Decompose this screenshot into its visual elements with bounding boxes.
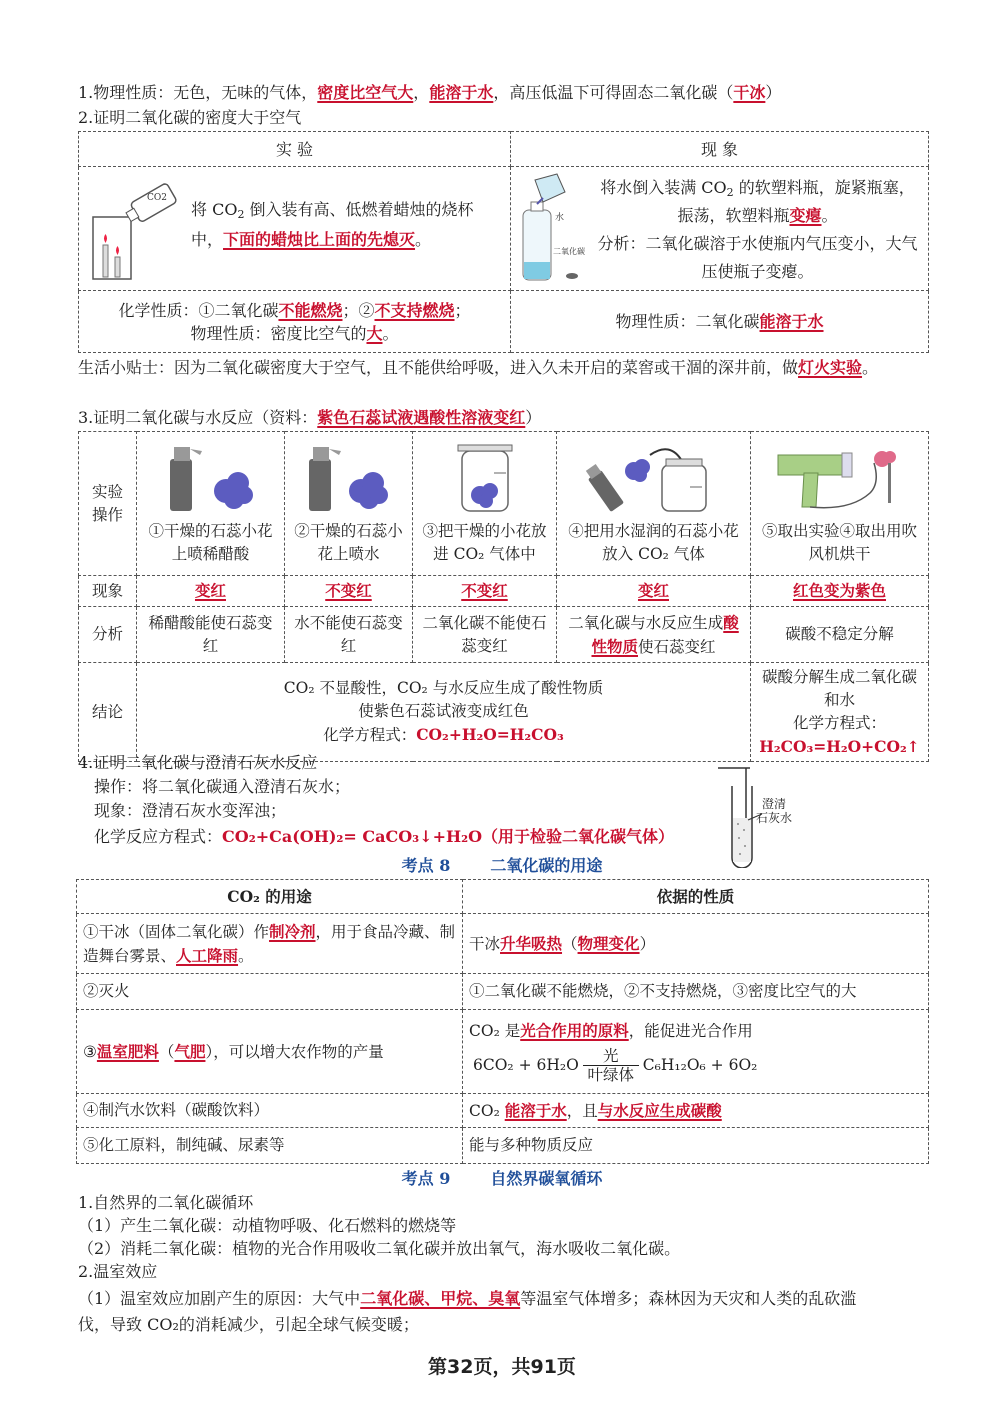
spray-bottle-water-icon [299,441,399,513]
s3-title-pre: 3.证明二氧化碳与水反应（资料： [78,408,318,427]
uses-table [76,879,929,1164]
k9-l5-end: 等温室气体增多；森林因为天灾和人类的乱砍滥 [520,1289,857,1308]
exp-end: 。 [415,229,432,249]
r3-red2: 气肥 [174,1041,206,1061]
k9-l1: 1.自然界的二氧化碳循环 [78,1193,254,1212]
conclusion-main [137,663,751,762]
analysis-3: 二氧化碳不能使石蕊变红 [413,607,557,663]
s4-eq: CO₂+Ca(OH)₂= CaCO₃↓+H₂O（用于检验二氧化碳气体） [222,827,675,846]
r1b-end: ） [639,934,656,953]
phys-end: 。 [382,323,399,343]
r4b-mid: ，且 [566,1101,598,1120]
density-prop2-cell [511,291,929,353]
phen-2: 不变红 [325,581,372,600]
phys-red: 大 [366,323,383,343]
k9-heading [0,1166,1004,1189]
conc-line3-pre: 化学方程式： [323,726,417,744]
phen-3: 不变红 [461,581,508,600]
density-col-phen: 现 象 [511,132,929,167]
density-col-exp: 实 验 [79,132,511,167]
soft-bottle-figure [517,172,589,284]
uses-r4b [463,1094,929,1128]
chem-red2: 不支持燃烧 [374,300,455,320]
conc-eq: CO₂+H₂O=H₂CO₃ [416,725,564,744]
r3-red1: 温室肥料 [96,1041,159,1061]
k9-title-b: 自然界碳氧循环 [490,1169,603,1188]
s4-op: 操作：将二氧化碳通入澄清石灰水； [94,777,351,796]
r1-pre: ①干冰（固体二氧化碳）作 [83,922,270,941]
tip-end: 。 [862,358,879,377]
conc2-eq: H₂CO₃=H₂O+CO₂↑ [759,737,920,756]
k8-title-b: 二氧化碳的用途 [490,856,603,875]
spray-bottle-icon [156,441,266,513]
density-prop-cell [79,291,511,353]
r4b-pre: CO₂ [469,1101,505,1120]
phen-red: 变瘪 [789,205,822,225]
k9-l3: （2）消耗二氧化碳：植物的光合作用吸收二氧化碳并放出氧气，海水吸收二氧化碳。 [78,1239,681,1258]
phen-5: 红色变为紫色 [792,581,886,600]
phen-a: 将水倒入装满 CO [600,177,727,197]
wet-flower-jar-icon [584,441,724,513]
s1-density: 密度比空气大 [317,83,414,102]
uses-r1b [463,914,929,974]
uses-r3a [77,1010,463,1094]
r1b-red2: 物理变化 [577,933,640,953]
row-label-analysis: 分析 [79,607,137,663]
chem-mid: ；② [342,300,375,320]
uses-r5b: 能与多种物质反应 [463,1128,929,1164]
s1-end: ） [765,83,782,102]
op-cell-2 [285,432,413,576]
density-phen-cell: 水 二氧化碳 将水倒入装满 $CO_2$ 的软塑料瓶，旋紧瓶塞，振荡，软塑料瓶变瘪。 分析：二氧化碳溶于水使瓶内气压变小，大气压使瓶子变瘪。 [511,167,929,291]
r3-end: ），可以增大农作物的产量 [205,1042,384,1061]
k9-l5-red: 二氧化碳、甲烷、臭氧 [360,1289,521,1308]
r1b-mid: （ [562,934,578,953]
density-table [78,131,929,353]
op-5: ⑤取出实验④取出用吹风机烘干 [761,522,917,563]
phys2-red: 能溶于水 [759,312,824,331]
op-cell-4 [557,432,751,576]
phen-b: 的软塑料瓶，旋紧瓶塞，振荡，软塑料瓶 [677,177,915,225]
conc2-line1: 碳酸分解生成二氧化碳和水 [761,668,917,709]
s4-phen: 现象：澄清石灰水变浑浊； [94,801,287,820]
s1-comma: ， [413,83,430,102]
k8-heading [0,853,1004,876]
r1-red1: 制冷剂 [269,921,316,941]
gas-jar-icon [440,441,530,513]
tip-line [78,357,878,379]
op-4: ④把用水湿润的石蕊小花放入 CO₂ 气体 [568,522,739,563]
op-3: ③把干燥的小花放进 CO₂ 气体中 [422,522,547,563]
r1b-pre: 干冰 [469,934,501,953]
conc-line1: CO₂ 不显酸性，CO₂ 与水反应生成了酸性物质 [283,679,604,697]
s1-text: 1.物理性质：无色，无味的气体， [78,83,318,102]
conc-line2: 使紫色石蕊试液变成红色 [358,702,529,720]
chem-red1: 不能燃烧 [278,300,343,320]
op-2: ②干燥的石蕊小花上喷水 [294,522,403,563]
analysis-1: 稀醋酸能使石蕊变红 [137,607,285,663]
r1-red2: 人工降雨 [176,945,239,965]
s1-dryice: 干冰 [733,83,766,102]
tube-label-2: 石灰水 [756,811,793,825]
k9-l5-pre: （1）温室效应加剧产生的原因：大气中 [78,1289,361,1308]
r1b-red1: 升华吸热 [500,933,563,953]
r3b-end: ，能促进光合作用 [628,1022,753,1040]
phen-1: 变红 [194,581,226,600]
eq-right: C₆H₁₂O₆ + 6O₂ [642,1056,758,1074]
r4b-red2: 与水反应生成碳酸 [597,1100,722,1120]
phys-pre: 物理性质：密度比空气的 [190,323,367,343]
r1-end: 。 [238,946,254,965]
k9-l6: 伐，导致 CO₂的消耗减少，引起全球气候变暖； [78,1315,419,1334]
phen-end: 。 [821,205,838,225]
tip-pre: 生活小贴士：因为二氧化碳密度大于空气，且不能供给呼吸，进入久未开启的菜窖或干涸的深井前，做 [78,358,799,377]
k9-l2: （1）产生二氧化碳：动植物呼吸、化石燃料的燃烧等 [78,1216,457,1235]
chem-end: ； [454,300,471,320]
uses-r3b [463,1010,929,1094]
phys2-pre: 物理性质：二氧化碳 [615,312,760,331]
op-1: ①干燥的石蕊小花上喷稀醋酸 [148,522,273,563]
s4-title: 4.证明二氧化碳与澄清石灰水反应 [78,753,318,772]
phen-analysis: 分析：二氧化碳溶于水使瓶内气压变小，大气压使瓶子变瘪。 [597,233,918,281]
r3b-pre: CO₂ 是 [469,1022,521,1040]
water-label: 水 [555,212,565,223]
s3-title-end: ） [525,408,542,427]
row-label-ops: 实验操作 [79,432,137,576]
exp-red: 下面的蜡烛比上面的先熄灭 [223,229,416,249]
r3-pre: ③ [83,1042,97,1061]
eq-top: 光 [603,1047,619,1065]
s2-title: 2.证明二氧化碳的密度大于空气 [78,108,302,127]
tube-label-1: 澄清 [762,797,787,811]
s1-soluble: 能溶于水 [429,83,494,102]
s3-title-red: 紫色石蕊试液遇酸性溶液变红 [317,408,526,427]
page-footer: 第32页，共91页 [428,1356,576,1378]
s4-eq-pre: 化学反应方程式： [94,827,223,846]
uses-col2: 依据的性质 [463,880,929,914]
phen-4: 变红 [637,581,669,600]
s3-title [78,407,541,429]
r3b-red: 光合作用的原料 [520,1021,629,1040]
uses-r5a: ⑤化工原料，制纯碱、尿素等 [77,1128,463,1164]
photosynthesis-equation [469,1047,922,1084]
op-cell-1 [137,432,285,576]
candle-beaker-figure [85,173,185,285]
density-exp-cell: CO2 将 $CO_2$ 倒入装有高、低燃着蜡烛的烧杯中，下面的蜡烛比上面的先熄灭。 [79,167,511,291]
row-label-conclusion: 结论 [79,663,137,762]
s1-mid: ，高压低温下可得固态二氧化碳（ [493,83,734,102]
r3-mid: （ [158,1042,175,1061]
bottle-co2-label: 二氧化碳 [553,246,585,256]
exp-text-b: 倒入装有高、低燃着蜡烛的烧杯中， [191,199,474,249]
analysis-2: 水不能使石蕊变红 [285,607,413,663]
uses-r2b: ①二氧化碳不能燃烧，②不支持燃烧，③密度比空气的大 [463,974,929,1010]
tip-red: 灯火实验 [798,358,863,377]
s4-eq-line [94,826,674,848]
conc2-line2: 化学方程式： [792,714,886,732]
chem-pre: 化学性质：①二氧化碳 [118,300,279,320]
eq-bottom: 叶绿体 [587,1066,635,1084]
analysis-4: 二氧化碳与水反应生成 [568,613,724,632]
water-reaction-table [78,431,929,762]
op-cell-3 [413,432,557,576]
k9-title-a: 考点 9 [401,1169,451,1188]
exp-text-a: 将 CO [191,199,238,219]
uses-col1: CO₂ 的用途 [77,880,463,914]
uses-r1a [77,914,463,974]
uses-r4a: ④制汽水饮料（碳酸饮料） [77,1094,463,1128]
r4b-red1: 能溶于水 [504,1100,567,1120]
conclusion-side [751,663,929,762]
k9-l4: 2.温室效应 [78,1262,158,1281]
row-label-phen: 现象 [79,576,137,607]
analysis-4-cell [557,607,751,663]
op-cell-5 [751,432,929,576]
r1-mid: ，用于食品冷藏、制造舞台雾景、 [83,922,456,965]
analysis-4-end: 使石蕊变红 [638,637,716,656]
s1-line [78,82,781,104]
analysis-4-red: 酸性物质 [591,612,739,656]
uses-r2a: ②灭火 [77,974,463,1010]
k8-title-a: 考点 8 [401,856,451,875]
k9-l5 [78,1288,856,1310]
eq-left: 6CO₂ + 6H₂O [473,1056,579,1074]
analysis-5: 碳酸不稳定分解 [751,607,929,663]
hair-dryer-icon [770,441,910,513]
co2-bottle-label: CO2 [147,192,167,203]
